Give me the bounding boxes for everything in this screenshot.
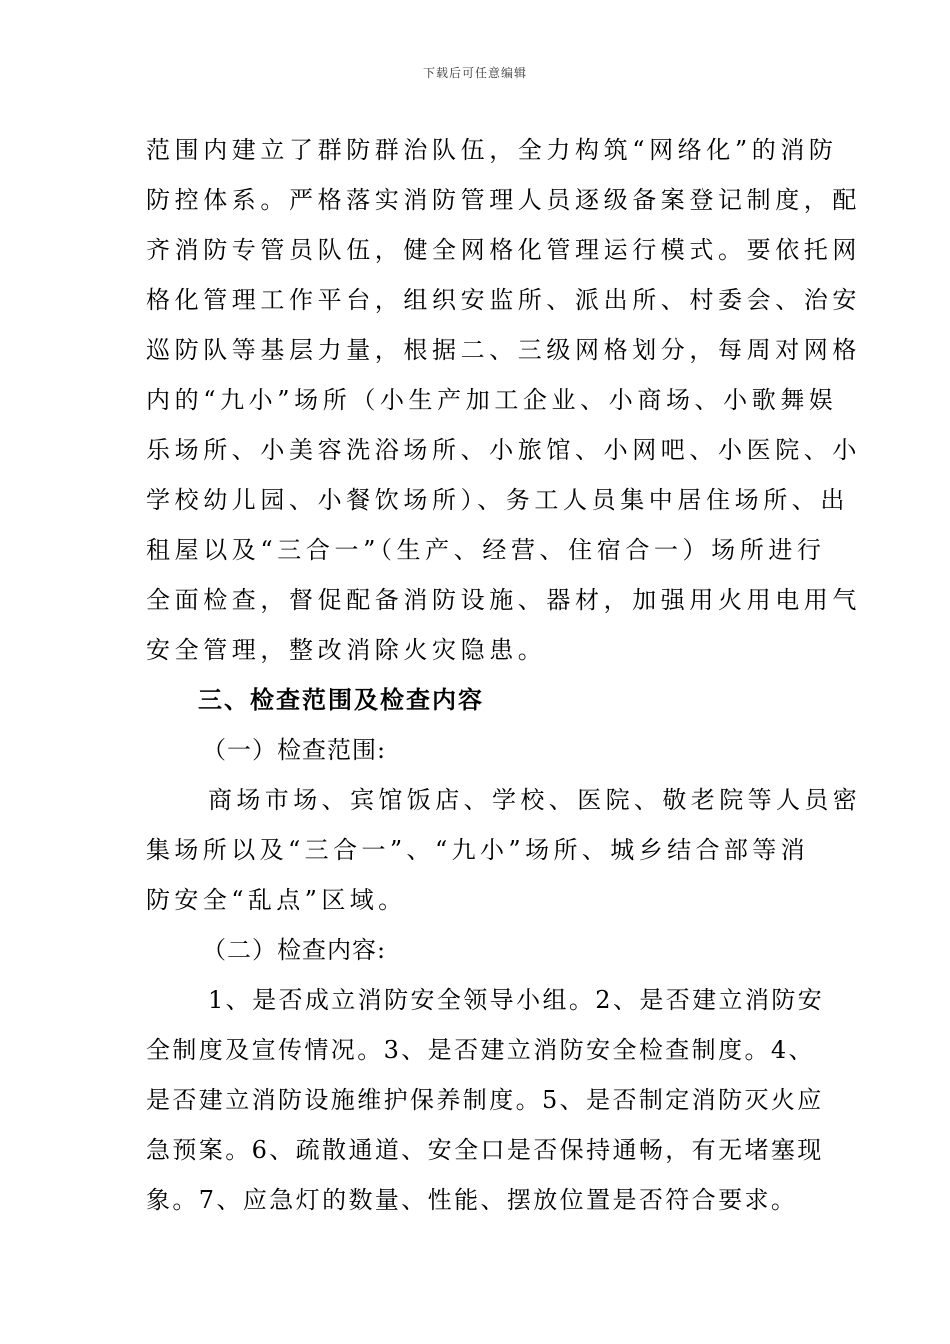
text-line: 安全管理，整改消除火灾隐患。: [146, 636, 547, 664]
text-line: 齐消防专管员队伍，健全网格化管理运行模式。要依托网: [146, 236, 861, 264]
page-header: 下载后可任意编辑: [422, 66, 527, 80]
text-line: 全制度及宣传情况。3、是否建立消防安全检查制度。4、: [146, 1036, 815, 1064]
text-line: 象。7、应急灯的数量、性能、摆放位置是否符合要求。: [146, 1186, 798, 1214]
subsection-heading-scope: （一）检查范围:: [202, 736, 387, 764]
text-line: 商场市场、宾馆饭店、学校、医院、敬老院等人员密: [208, 786, 862, 814]
text-line: 学校幼儿园、小餐饮场所）、务工人员集中居住场所、出: [146, 486, 849, 514]
text-line: 防安全“乱点”区域。: [146, 886, 407, 914]
text-line: 急预案。6、疏散通道、安全口是否保持通畅，有无堵塞现: [146, 1136, 824, 1164]
text-line: 是否建立消防设施维护保养制度。5、是否制定消防灭火应: [146, 1086, 824, 1114]
text-line: 内的“九小”场所（小生产加工企业、小商场、小歌舞娱: [146, 386, 838, 414]
text-line: 格化管理工作平台，组织安监所、派出所、村委会、治安: [146, 286, 861, 314]
text-line: 巡防队等基层力量，根据二、三级网格划分，每周对网格: [146, 336, 861, 364]
text-line: 1、是否成立消防安全领导小组。2、是否建立消防安: [208, 986, 825, 1014]
text-line: 全面检查，督促配备消防设施、器材，加强用火用电用气: [146, 586, 861, 614]
text-line: 防控体系。严格落实消防管理人员逐级备案登记制度，配: [146, 186, 861, 214]
subsection-heading-content: （二）检查内容:: [202, 936, 387, 964]
section-heading: 三、检查范围及检查内容: [198, 686, 484, 714]
text-line: 范围内建立了群防群治队伍，全力构筑“网络化”的消防: [146, 136, 838, 164]
text-line: 乐场所、小美容洗浴场所、小旅馆、小网吧、小医院、小: [146, 436, 861, 464]
text-line: 集场所以及“三合一”、“九小”场所、城乡结合部等消: [146, 836, 810, 864]
text-line: 租屋以及“三合一”（生产、经营、住宿合一）场所进行: [146, 536, 826, 564]
